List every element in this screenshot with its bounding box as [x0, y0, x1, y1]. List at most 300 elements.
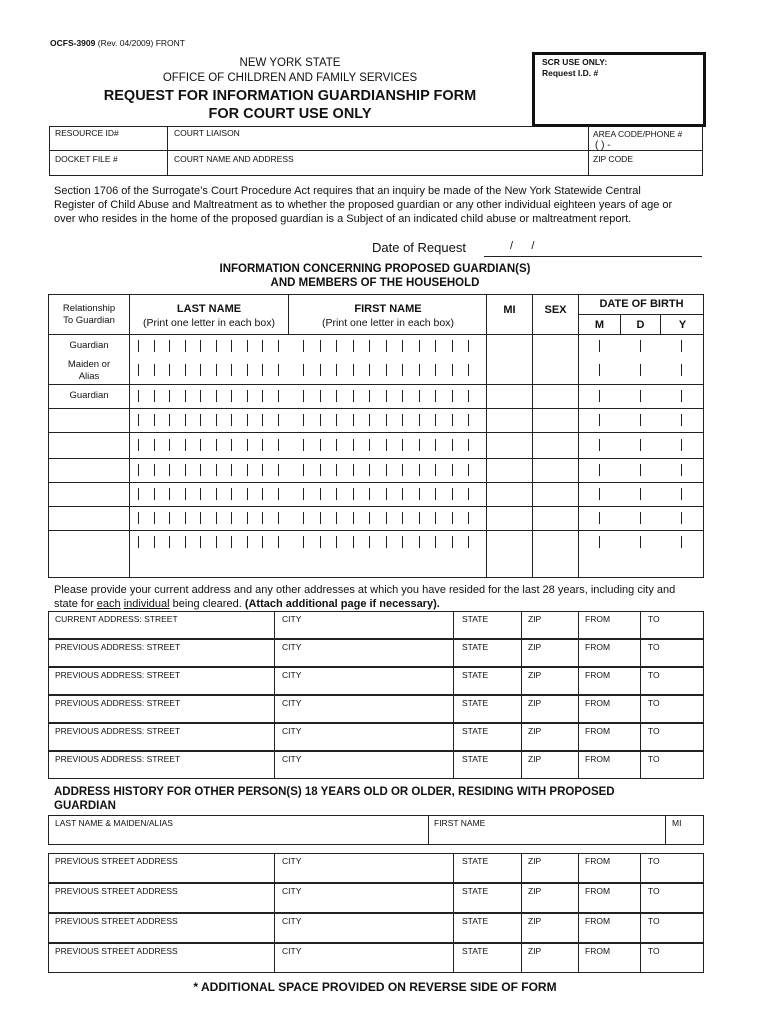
first-name-letter-box[interactable]	[336, 488, 337, 500]
first-name-letter-box[interactable]	[386, 390, 387, 402]
first-name-letter-box[interactable]	[303, 414, 304, 426]
address-zip-field[interactable]: ZIP	[528, 726, 542, 736]
first-name-letter-box[interactable]	[386, 464, 387, 476]
last-name-letter-box[interactable]	[169, 364, 170, 376]
first-name-letter-box[interactable]	[320, 439, 321, 451]
last-name-letter-box[interactable]	[154, 512, 155, 524]
first-name-letter-box[interactable]	[435, 439, 436, 451]
first-name-letter-box[interactable]	[402, 390, 403, 402]
address-city-field[interactable]: CITY	[282, 670, 302, 680]
first-name-letter-box[interactable]	[336, 512, 337, 524]
first-name-letter-box[interactable]	[468, 340, 469, 352]
last-name-letter-box[interactable]	[216, 390, 217, 402]
first-name-letter-box[interactable]	[419, 464, 420, 476]
address-street-field[interactable]: PREVIOUS ADDRESS: STREET	[55, 754, 181, 764]
dob-digit-box[interactable]	[640, 512, 641, 524]
last-name-letter-box[interactable]	[278, 364, 279, 376]
address-street-field[interactable]: PREVIOUS STREET ADDRESS	[55, 916, 178, 926]
dob-digit-box[interactable]	[681, 414, 682, 426]
last-name-letter-box[interactable]	[247, 536, 248, 548]
first-name-letter-box[interactable]	[402, 536, 403, 548]
last-name-letter-box[interactable]	[231, 390, 232, 402]
first-name-letter-box[interactable]	[369, 536, 370, 548]
first-name-letter-box[interactable]	[369, 414, 370, 426]
last-name-letter-box[interactable]	[247, 488, 248, 500]
first-name-letter-box[interactable]	[353, 340, 354, 352]
last-name-letter-box[interactable]	[169, 464, 170, 476]
first-name-letter-box[interactable]	[386, 414, 387, 426]
first-name-letter-box[interactable]	[320, 340, 321, 352]
dob-digit-box[interactable]	[640, 464, 641, 476]
last-name-letter-box[interactable]	[278, 439, 279, 451]
address-col-divider	[274, 639, 275, 667]
other-last-name-field[interactable]: LAST NAME & MAIDEN/ALIAS	[55, 818, 173, 828]
last-name-letter-box[interactable]	[138, 536, 139, 548]
address-state-field[interactable]: STATE	[462, 726, 489, 736]
address-city-field[interactable]: CITY	[282, 698, 302, 708]
request-id-label: Request I.D. #	[542, 68, 599, 78]
first-name-letter-box[interactable]	[468, 414, 469, 426]
first-name-letter-box[interactable]	[353, 364, 354, 376]
last-name-letter-box[interactable]	[262, 512, 263, 524]
address-intro-text: state for	[54, 598, 97, 610]
first-name-letter-box[interactable]	[468, 390, 469, 402]
first-name-letter-box[interactable]	[336, 390, 337, 402]
address-state-field[interactable]: STATE	[462, 754, 489, 764]
address-to-field[interactable]: TO	[648, 856, 660, 866]
first-name-letter-box[interactable]	[320, 488, 321, 500]
last-name-letter-box[interactable]	[154, 464, 155, 476]
dob-digit-box[interactable]	[599, 414, 600, 426]
first-name-letter-box[interactable]	[419, 364, 420, 376]
last-name-letter-box[interactable]	[278, 536, 279, 548]
first-name-letter-box[interactable]	[386, 364, 387, 376]
address-zip-field[interactable]: ZIP	[528, 698, 542, 708]
first-name-letter-box[interactable]	[402, 512, 403, 524]
last-name-letter-box[interactable]	[278, 464, 279, 476]
last-name-letter-box[interactable]	[185, 464, 186, 476]
first-name-letter-box[interactable]	[303, 488, 304, 500]
last-name-letter-box[interactable]	[169, 488, 170, 500]
last-name-letter-box[interactable]	[247, 464, 248, 476]
first-name-letter-box[interactable]	[468, 488, 469, 500]
last-name-letter-box[interactable]	[216, 364, 217, 376]
last-name-letter-box[interactable]	[247, 390, 248, 402]
first-name-letter-box[interactable]	[336, 464, 337, 476]
last-name-letter-box[interactable]	[200, 439, 201, 451]
first-name-letter-box[interactable]	[303, 439, 304, 451]
first-name-letter-box[interactable]	[419, 536, 420, 548]
last-name-letter-box[interactable]	[216, 414, 217, 426]
address-col-divider	[640, 913, 641, 943]
last-name-letter-box[interactable]	[185, 512, 186, 524]
dob-digit-box[interactable]	[599, 439, 600, 451]
first-name-letter-box[interactable]	[435, 414, 436, 426]
last-name-letter-box[interactable]	[231, 439, 232, 451]
address-zip-field[interactable]: ZIP	[528, 886, 542, 896]
first-name-letter-box[interactable]	[369, 364, 370, 376]
last-name-letter-box[interactable]	[231, 414, 232, 426]
last-name-letter-box[interactable]	[185, 439, 186, 451]
address-from-field[interactable]: FROM	[585, 614, 611, 624]
resource-id-field[interactable]: RESOURCE ID#	[55, 128, 119, 138]
address-street-field[interactable]: PREVIOUS STREET ADDRESS	[55, 856, 178, 866]
dob-digit-box[interactable]	[599, 390, 600, 402]
dob-digit-box[interactable]	[599, 488, 600, 500]
address-city-field[interactable]: CITY	[282, 916, 302, 926]
address-to-field[interactable]: TO	[648, 614, 660, 624]
last-name-letter-box[interactable]	[216, 340, 217, 352]
address-street-field[interactable]: PREVIOUS STREET ADDRESS	[55, 886, 178, 896]
address-city-field[interactable]: CITY	[282, 614, 302, 624]
first-name-letter-box[interactable]	[402, 340, 403, 352]
last-name-letter-box[interactable]	[169, 536, 170, 548]
last-name-letter-box[interactable]	[262, 390, 263, 402]
date-of-request-field[interactable]	[484, 256, 702, 257]
first-name-letter-box[interactable]	[336, 364, 337, 376]
last-name-letter-box[interactable]	[169, 512, 170, 524]
first-name-letter-box[interactable]	[435, 512, 436, 524]
last-name-letter-box[interactable]	[138, 439, 139, 451]
address-from-field[interactable]: FROM	[585, 698, 611, 708]
last-name-letter-box[interactable]	[138, 464, 139, 476]
last-name-letter-box[interactable]	[262, 364, 263, 376]
first-name-letter-box[interactable]	[336, 414, 337, 426]
first-name-letter-box[interactable]	[369, 439, 370, 451]
first-name-letter-box[interactable]	[320, 536, 321, 548]
last-name-letter-box[interactable]	[247, 340, 248, 352]
address-from-field[interactable]: FROM	[585, 754, 611, 764]
dob-digit-box[interactable]	[599, 464, 600, 476]
other-first-name-field[interactable]: FIRST NAME	[434, 818, 486, 828]
address-state-field[interactable]: STATE	[462, 614, 489, 624]
dob-digit-box[interactable]	[640, 390, 641, 402]
last-name-letter-box[interactable]	[262, 488, 263, 500]
dob-digit-box[interactable]	[681, 364, 682, 376]
first-name-letter-box[interactable]	[336, 536, 337, 548]
first-name-letter-box[interactable]	[303, 340, 304, 352]
first-name-letter-box[interactable]	[386, 512, 387, 524]
first-name-letter-box[interactable]	[419, 340, 420, 352]
first-name-letter-box[interactable]	[369, 512, 370, 524]
first-name-letter-box[interactable]	[402, 364, 403, 376]
col-last-name-hint: (Print one letter in each box)	[143, 317, 275, 329]
address-zip-field[interactable]: ZIP	[528, 754, 542, 764]
address-intro-individual: individual	[123, 598, 170, 610]
address-state-field[interactable]: STATE	[462, 670, 489, 680]
dob-digit-box[interactable]	[681, 340, 682, 352]
first-name-letter-box[interactable]	[419, 512, 420, 524]
address-to-field[interactable]: TO	[648, 754, 660, 764]
address-state-field[interactable]: STATE	[462, 886, 489, 896]
address-state-field[interactable]: STATE	[462, 916, 489, 926]
first-name-letter-box[interactable]	[452, 390, 453, 402]
first-name-letter-box[interactable]	[320, 464, 321, 476]
address-from-field[interactable]: FROM	[585, 946, 611, 956]
dob-digit-box[interactable]	[681, 512, 682, 524]
first-name-letter-box[interactable]	[386, 536, 387, 548]
address-to-field[interactable]: TO	[648, 916, 660, 926]
last-name-letter-box[interactable]	[216, 464, 217, 476]
first-name-letter-box[interactable]	[402, 414, 403, 426]
address-col-divider	[453, 611, 454, 639]
last-name-letter-box[interactable]	[231, 340, 232, 352]
dob-digit-box[interactable]	[640, 536, 641, 548]
first-name-letter-box[interactable]	[435, 390, 436, 402]
last-name-letter-box[interactable]	[231, 536, 232, 548]
address-zip-field[interactable]: ZIP	[528, 642, 542, 652]
address-street-field[interactable]: PREVIOUS ADDRESS: STREET	[55, 642, 181, 652]
address-to-field[interactable]: TO	[648, 642, 660, 652]
address-zip-field[interactable]: ZIP	[528, 670, 542, 680]
last-name-letter-box[interactable]	[216, 512, 217, 524]
address-to-field[interactable]: TO	[648, 886, 660, 896]
last-name-letter-box[interactable]	[169, 414, 170, 426]
last-name-letter-box[interactable]	[247, 439, 248, 451]
last-name-letter-box[interactable]	[247, 512, 248, 524]
first-name-letter-box[interactable]	[369, 340, 370, 352]
last-name-letter-box[interactable]	[154, 536, 155, 548]
last-name-letter-box[interactable]	[200, 340, 201, 352]
court-name-address-field[interactable]: COURT NAME AND ADDRESS	[174, 154, 294, 164]
first-name-letter-box[interactable]	[468, 439, 469, 451]
first-name-letter-box[interactable]	[452, 439, 453, 451]
first-name-letter-box[interactable]	[452, 364, 453, 376]
last-name-letter-box[interactable]	[185, 364, 186, 376]
last-name-letter-box[interactable]	[247, 364, 248, 376]
dob-digit-box[interactable]	[640, 340, 641, 352]
address-zip-field[interactable]: ZIP	[528, 916, 542, 926]
first-name-letter-box[interactable]	[336, 340, 337, 352]
last-name-letter-box[interactable]	[154, 414, 155, 426]
first-name-letter-box[interactable]	[419, 414, 420, 426]
first-name-letter-box[interactable]	[419, 390, 420, 402]
first-name-letter-box[interactable]	[468, 364, 469, 376]
row-label-alias: Alias	[78, 371, 100, 382]
dob-digit-box[interactable]	[640, 488, 641, 500]
first-name-letter-box[interactable]	[452, 488, 453, 500]
last-name-letter-box[interactable]	[138, 390, 139, 402]
last-name-letter-box[interactable]	[262, 464, 263, 476]
last-name-letter-box[interactable]	[185, 390, 186, 402]
court-liaison-field[interactable]: COURT LIAISON	[174, 128, 240, 138]
last-name-letter-box[interactable]	[169, 340, 170, 352]
first-name-letter-box[interactable]	[435, 464, 436, 476]
first-name-letter-box[interactable]	[353, 439, 354, 451]
first-name-letter-box[interactable]	[386, 340, 387, 352]
first-name-letter-box[interactable]	[303, 464, 304, 476]
address-col-divider	[578, 723, 579, 751]
form-revision: (Rev. 04/2009) FRONT	[97, 38, 185, 48]
address-city-field[interactable]: CITY	[282, 754, 302, 764]
last-name-letter-box[interactable]	[216, 536, 217, 548]
address-city-field[interactable]: CITY	[282, 642, 302, 652]
address-city-field[interactable]: CITY	[282, 886, 302, 896]
last-name-letter-box[interactable]	[262, 414, 263, 426]
address-city-field[interactable]: CITY	[282, 946, 302, 956]
dob-digit-box[interactable]	[640, 414, 641, 426]
dob-digit-box[interactable]	[640, 364, 641, 376]
last-name-letter-box[interactable]	[231, 512, 232, 524]
address-from-field[interactable]: FROM	[585, 642, 611, 652]
dob-digit-box[interactable]	[599, 536, 600, 548]
first-name-letter-box[interactable]	[468, 512, 469, 524]
address-to-field[interactable]: TO	[648, 726, 660, 736]
first-name-letter-box[interactable]	[468, 536, 469, 548]
last-name-letter-box[interactable]	[185, 488, 186, 500]
last-name-letter-box[interactable]	[278, 390, 279, 402]
other-mi-field[interactable]: MI	[672, 818, 682, 828]
last-name-letter-box[interactable]	[138, 364, 139, 376]
address-street-field[interactable]: PREVIOUS ADDRESS: STREET	[55, 698, 181, 708]
last-name-letter-box[interactable]	[138, 340, 139, 352]
first-name-letter-box[interactable]	[435, 364, 436, 376]
first-name-letter-box[interactable]	[303, 536, 304, 548]
last-name-letter-box[interactable]	[138, 488, 139, 500]
dob-digit-box[interactable]	[681, 536, 682, 548]
last-name-letter-box[interactable]	[200, 536, 201, 548]
address-street-field[interactable]: PREVIOUS ADDRESS: STREET	[55, 670, 181, 680]
last-name-letter-box[interactable]	[278, 512, 279, 524]
last-name-letter-box[interactable]	[200, 390, 201, 402]
first-name-letter-box[interactable]	[353, 464, 354, 476]
last-name-letter-box[interactable]	[231, 488, 232, 500]
last-name-letter-box[interactable]	[169, 390, 170, 402]
last-name-letter-box[interactable]	[169, 439, 170, 451]
last-name-letter-box[interactable]	[247, 414, 248, 426]
first-name-letter-box[interactable]	[419, 439, 420, 451]
first-name-letter-box[interactable]	[402, 464, 403, 476]
first-name-letter-box[interactable]	[353, 488, 354, 500]
address-zip-field[interactable]: ZIP	[528, 946, 542, 956]
first-name-letter-box[interactable]	[303, 364, 304, 376]
first-name-letter-box[interactable]	[419, 488, 420, 500]
first-name-letter-box[interactable]	[353, 390, 354, 402]
last-name-letter-box[interactable]	[185, 536, 186, 548]
first-name-letter-box[interactable]	[452, 464, 453, 476]
dob-digit-box[interactable]	[681, 439, 682, 451]
first-name-letter-box[interactable]	[386, 488, 387, 500]
docket-file-field[interactable]: DOCKET FILE #	[55, 154, 118, 164]
first-name-letter-box[interactable]	[402, 439, 403, 451]
last-name-letter-box[interactable]	[154, 364, 155, 376]
last-name-letter-box[interactable]	[262, 536, 263, 548]
first-name-letter-box[interactable]	[320, 364, 321, 376]
last-name-letter-box[interactable]	[185, 414, 186, 426]
first-name-letter-box[interactable]	[320, 390, 321, 402]
first-name-letter-box[interactable]	[369, 390, 370, 402]
first-name-letter-box[interactable]	[452, 340, 453, 352]
last-name-letter-box[interactable]	[154, 340, 155, 352]
last-name-letter-box[interactable]	[138, 512, 139, 524]
first-name-letter-box[interactable]	[369, 464, 370, 476]
dob-digit-box[interactable]	[681, 464, 682, 476]
first-name-letter-box[interactable]	[468, 464, 469, 476]
address-state-field[interactable]: STATE	[462, 856, 489, 866]
address-street-field[interactable]: PREVIOUS ADDRESS: STREET	[55, 726, 181, 736]
first-name-letter-box[interactable]	[386, 439, 387, 451]
dob-digit-box[interactable]	[681, 390, 682, 402]
last-name-letter-box[interactable]	[200, 364, 201, 376]
last-name-letter-box[interactable]	[200, 488, 201, 500]
address-col-divider	[578, 667, 579, 695]
dob-digit-box[interactable]	[681, 488, 682, 500]
address-street-field[interactable]: CURRENT ADDRESS: STREET	[55, 614, 178, 624]
last-name-letter-box[interactable]	[216, 488, 217, 500]
first-name-letter-box[interactable]	[452, 536, 453, 548]
first-name-letter-box[interactable]	[320, 414, 321, 426]
first-name-letter-box[interactable]	[369, 488, 370, 500]
section-text-line: Section 1706 of the Surrogate’s Court Procedure Act requires that an inquiry be made of the New York Statewide Central	[54, 185, 641, 197]
address-city-field[interactable]: CITY	[282, 856, 302, 866]
first-name-letter-box[interactable]	[303, 512, 304, 524]
address-from-field[interactable]: FROM	[585, 856, 611, 866]
first-name-letter-box[interactable]	[336, 439, 337, 451]
address-from-field[interactable]: FROM	[585, 726, 611, 736]
first-name-letter-box[interactable]	[435, 340, 436, 352]
address-state-field[interactable]: STATE	[462, 946, 489, 956]
last-name-letter-box[interactable]	[262, 439, 263, 451]
address-to-field[interactable]: TO	[648, 698, 660, 708]
dob-digit-box[interactable]	[599, 364, 600, 376]
last-name-letter-box[interactable]	[216, 439, 217, 451]
address-col-divider	[640, 943, 641, 973]
last-name-letter-box[interactable]	[278, 414, 279, 426]
first-name-letter-box[interactable]	[402, 488, 403, 500]
first-name-letter-box[interactable]	[353, 512, 354, 524]
last-name-letter-box[interactable]	[231, 464, 232, 476]
last-name-letter-box[interactable]	[138, 414, 139, 426]
zip-code-field[interactable]: ZIP CODE	[593, 154, 633, 164]
dob-digit-box[interactable]	[640, 439, 641, 451]
address-to-field[interactable]: TO	[648, 946, 660, 956]
first-name-letter-box[interactable]	[320, 512, 321, 524]
dob-digit-box[interactable]	[599, 340, 600, 352]
address-street-field[interactable]: PREVIOUS STREET ADDRESS	[55, 946, 178, 956]
last-name-letter-box[interactable]	[185, 340, 186, 352]
scr-use-only-box[interactable]	[532, 52, 706, 127]
last-name-letter-box[interactable]	[278, 488, 279, 500]
last-name-letter-box[interactable]	[278, 340, 279, 352]
last-name-letter-box[interactable]	[200, 414, 201, 426]
last-name-letter-box[interactable]	[154, 439, 155, 451]
last-name-letter-box[interactable]	[200, 512, 201, 524]
first-name-letter-box[interactable]	[435, 488, 436, 500]
address-from-field[interactable]: FROM	[585, 886, 611, 896]
first-name-letter-box[interactable]	[435, 536, 436, 548]
address-zip-field[interactable]: ZIP	[528, 856, 542, 866]
address-state-field[interactable]: STATE	[462, 698, 489, 708]
area-code-phone-field[interactable]: AREA CODE/PHONE #	[593, 129, 683, 139]
address-state-field[interactable]: STATE	[462, 642, 489, 652]
first-name-letter-box[interactable]	[452, 512, 453, 524]
first-name-letter-box[interactable]	[353, 536, 354, 548]
last-name-letter-box[interactable]	[200, 464, 201, 476]
first-name-letter-box[interactable]	[452, 414, 453, 426]
last-name-letter-box[interactable]	[154, 488, 155, 500]
last-name-letter-box[interactable]	[262, 340, 263, 352]
dob-digit-box[interactable]	[599, 512, 600, 524]
first-name-letter-box[interactable]	[303, 390, 304, 402]
first-name-letter-box[interactable]	[353, 414, 354, 426]
address-zip-field[interactable]: ZIP	[528, 614, 542, 624]
address-from-field[interactable]: FROM	[585, 916, 611, 926]
last-name-letter-box[interactable]	[154, 390, 155, 402]
address-from-field[interactable]: FROM	[585, 670, 611, 680]
address-to-field[interactable]: TO	[648, 670, 660, 680]
last-name-letter-box[interactable]	[231, 364, 232, 376]
address-city-field[interactable]: CITY	[282, 726, 302, 736]
